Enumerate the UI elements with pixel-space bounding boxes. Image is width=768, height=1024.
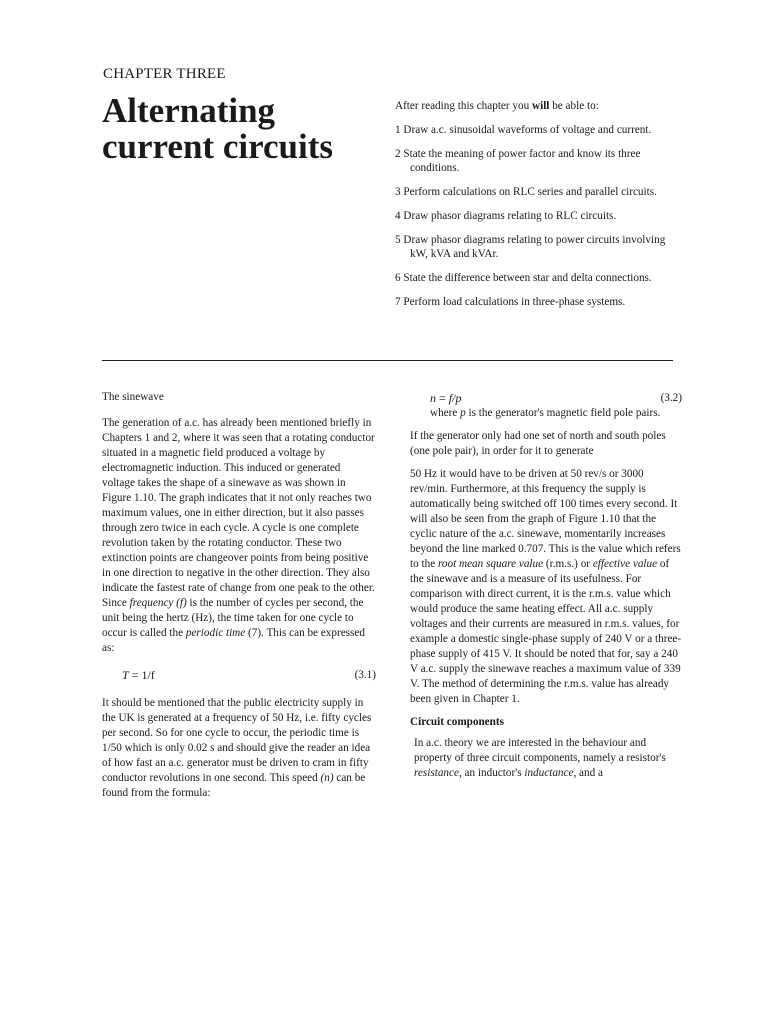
term-frequency: frequency (f) <box>129 597 187 609</box>
where-clause <box>410 406 682 421</box>
paragraph-text: can be found from the formula: <box>102 772 366 799</box>
paragraph-text: The generation of a.c. has already been mentioned briefly in Chapters 1 and 2, where it was seen that a rotating conductor situated in a magnetic field produced a voltage by electromagnetic induction. This induced or generated voltage takes the shape of a sinewave as was shown in Figure 1.10. The graph indicates that it not only reaches two maximum values, one in either direction, but it also passes through zero twice in each cycle. A cycle is one complete revolution taken by the rotating conductor. These two extinction points are changeover points from being positive in one direction to negative in the other direction. They also indicate the fastest rate of change from one peak to the other. Since <box>102 417 375 609</box>
equation-expression: f/p <box>448 391 462 405</box>
term-inductance: inductance, <box>524 767 577 779</box>
equation-number: (3.1) <box>354 669 376 681</box>
objective-item-3: 3 Perform calculations on RLC series and parallel circuits. <box>395 186 657 198</box>
equation-formula <box>430 391 461 406</box>
paragraph-text: of the sinewave and is a measure of its usefulness. For comparison with direct current, it is the r.m.s. value which would produce the same heating effect. All a.c. supply voltages and their currents are measured in r.m.s. values, for example a domestic single-phase supply of 240 V or a three-phase supply of 415 V. It should be noted that for, say a 240 V a.c. supply the sinewave reaches a maximum value of 339 V. The method of determining the r.m.s. value has already been given in Chapter 1. <box>410 558 682 705</box>
objectives-intro-text: After reading this chapter you <box>395 100 532 112</box>
equation-variable: n <box>430 391 436 405</box>
paragraph-text: is the number of cycles per second, the unit being the hertz (Hz), the time taken for one cycle to occur is called the <box>102 597 364 639</box>
objectives-intro <box>395 99 680 113</box>
sinewave-paragraph <box>102 416 376 656</box>
paragraph-text: In a.c. theory we are interested in the behaviour and property of three circuit components, namely a resistor's <box>414 737 666 764</box>
paragraph-text: 50 Hz it would have to be driven at 50 rev/s or 3000 rev/min. Furthermore, at this frequency the supply is automatically being switched off 100 times every second. It will also be seen from the graph of Figure 1.10 that the cyclic nature of the a.c. sinewave, momentarily increases beyond the line marked 0.707. This is the value which refers to the <box>410 468 681 570</box>
objective-item-2: 2 State the meaning of power factor and know its three conditions. <box>395 148 641 174</box>
chapter-title-line-2: current circuits <box>102 127 334 166</box>
objective-item-7: 7 Perform load calculations in three-phase systems. <box>395 296 626 308</box>
paragraph-text: (7). This can be expressed as: <box>102 627 365 654</box>
learning-objectives <box>395 99 680 319</box>
equation-variable: T <box>122 668 129 682</box>
equation-formula <box>122 668 155 683</box>
term-speed: (n) <box>320 772 334 784</box>
objectives-intro-emphasis: will <box>532 100 550 112</box>
right-column <box>410 391 682 781</box>
pole-pair-paragraph: If the generator only had one set of north and south poles (one pole pair), in order for it to generate <box>410 430 666 457</box>
objective-item-1: 1 Draw a.c. sinusoidal waveforms of voltage and current. <box>395 124 652 136</box>
rms-paragraph <box>410 467 682 707</box>
term-pole-pairs: p <box>460 407 466 419</box>
paragraph-text: is the generator's magnetic field pole pairs. <box>465 407 661 419</box>
section-divider <box>102 360 673 361</box>
paragraph-text: where <box>430 407 461 419</box>
equation-expression: = 1/f <box>128 668 155 682</box>
chapter-title <box>102 93 333 165</box>
objective-item-4: 4 Draw phasor diagrams relating to RLC circuits. <box>395 210 617 222</box>
circuit-components-paragraph <box>410 736 682 781</box>
term-periodic-time: periodic time <box>185 627 246 639</box>
chapter-label: CHAPTER THREE <box>103 66 226 82</box>
equation-number: (3.2) <box>660 392 682 404</box>
term-resistance: resistance, <box>414 767 462 779</box>
left-column <box>102 390 376 801</box>
equation-3-2 <box>410 391 682 406</box>
objectives-intro-text-end: be able to: <box>549 100 599 112</box>
paragraph-text: (r.m.s.) or <box>543 558 593 570</box>
term-effective-value: effective value <box>592 558 658 570</box>
section-heading-sinewave: The sinewave <box>102 391 164 403</box>
equation-operator: = <box>436 391 449 405</box>
objective-item-6: 6 State the difference between star and delta connections. <box>395 272 652 284</box>
equation-3-1 <box>102 668 376 684</box>
paragraph-text: an inductor's <box>461 767 525 779</box>
term-rms-value: root mean square value <box>437 558 544 570</box>
section-heading-circuit-components: Circuit components <box>410 716 504 728</box>
chapter-title-line-1: Alternating <box>102 91 276 130</box>
paragraph-text: and a <box>576 767 603 779</box>
frequency-paragraph <box>102 696 376 801</box>
paragraph-text: It should be mentioned that the public electricity supply in the UK is generated at a frequency of 50 Hz, i.e. fifty cycles per second. So for one cycle to occur, the periodic time is 1/50 which is only 0.02 s and should give the reader an idea of how fast an a.c. generator must be driven to cram in fifty conductor revolutions in one second. This speed <box>102 697 372 784</box>
objective-item-5: 5 Draw phasor diagrams relating to power circuits involving kW, kVA and kVAr. <box>395 234 666 260</box>
